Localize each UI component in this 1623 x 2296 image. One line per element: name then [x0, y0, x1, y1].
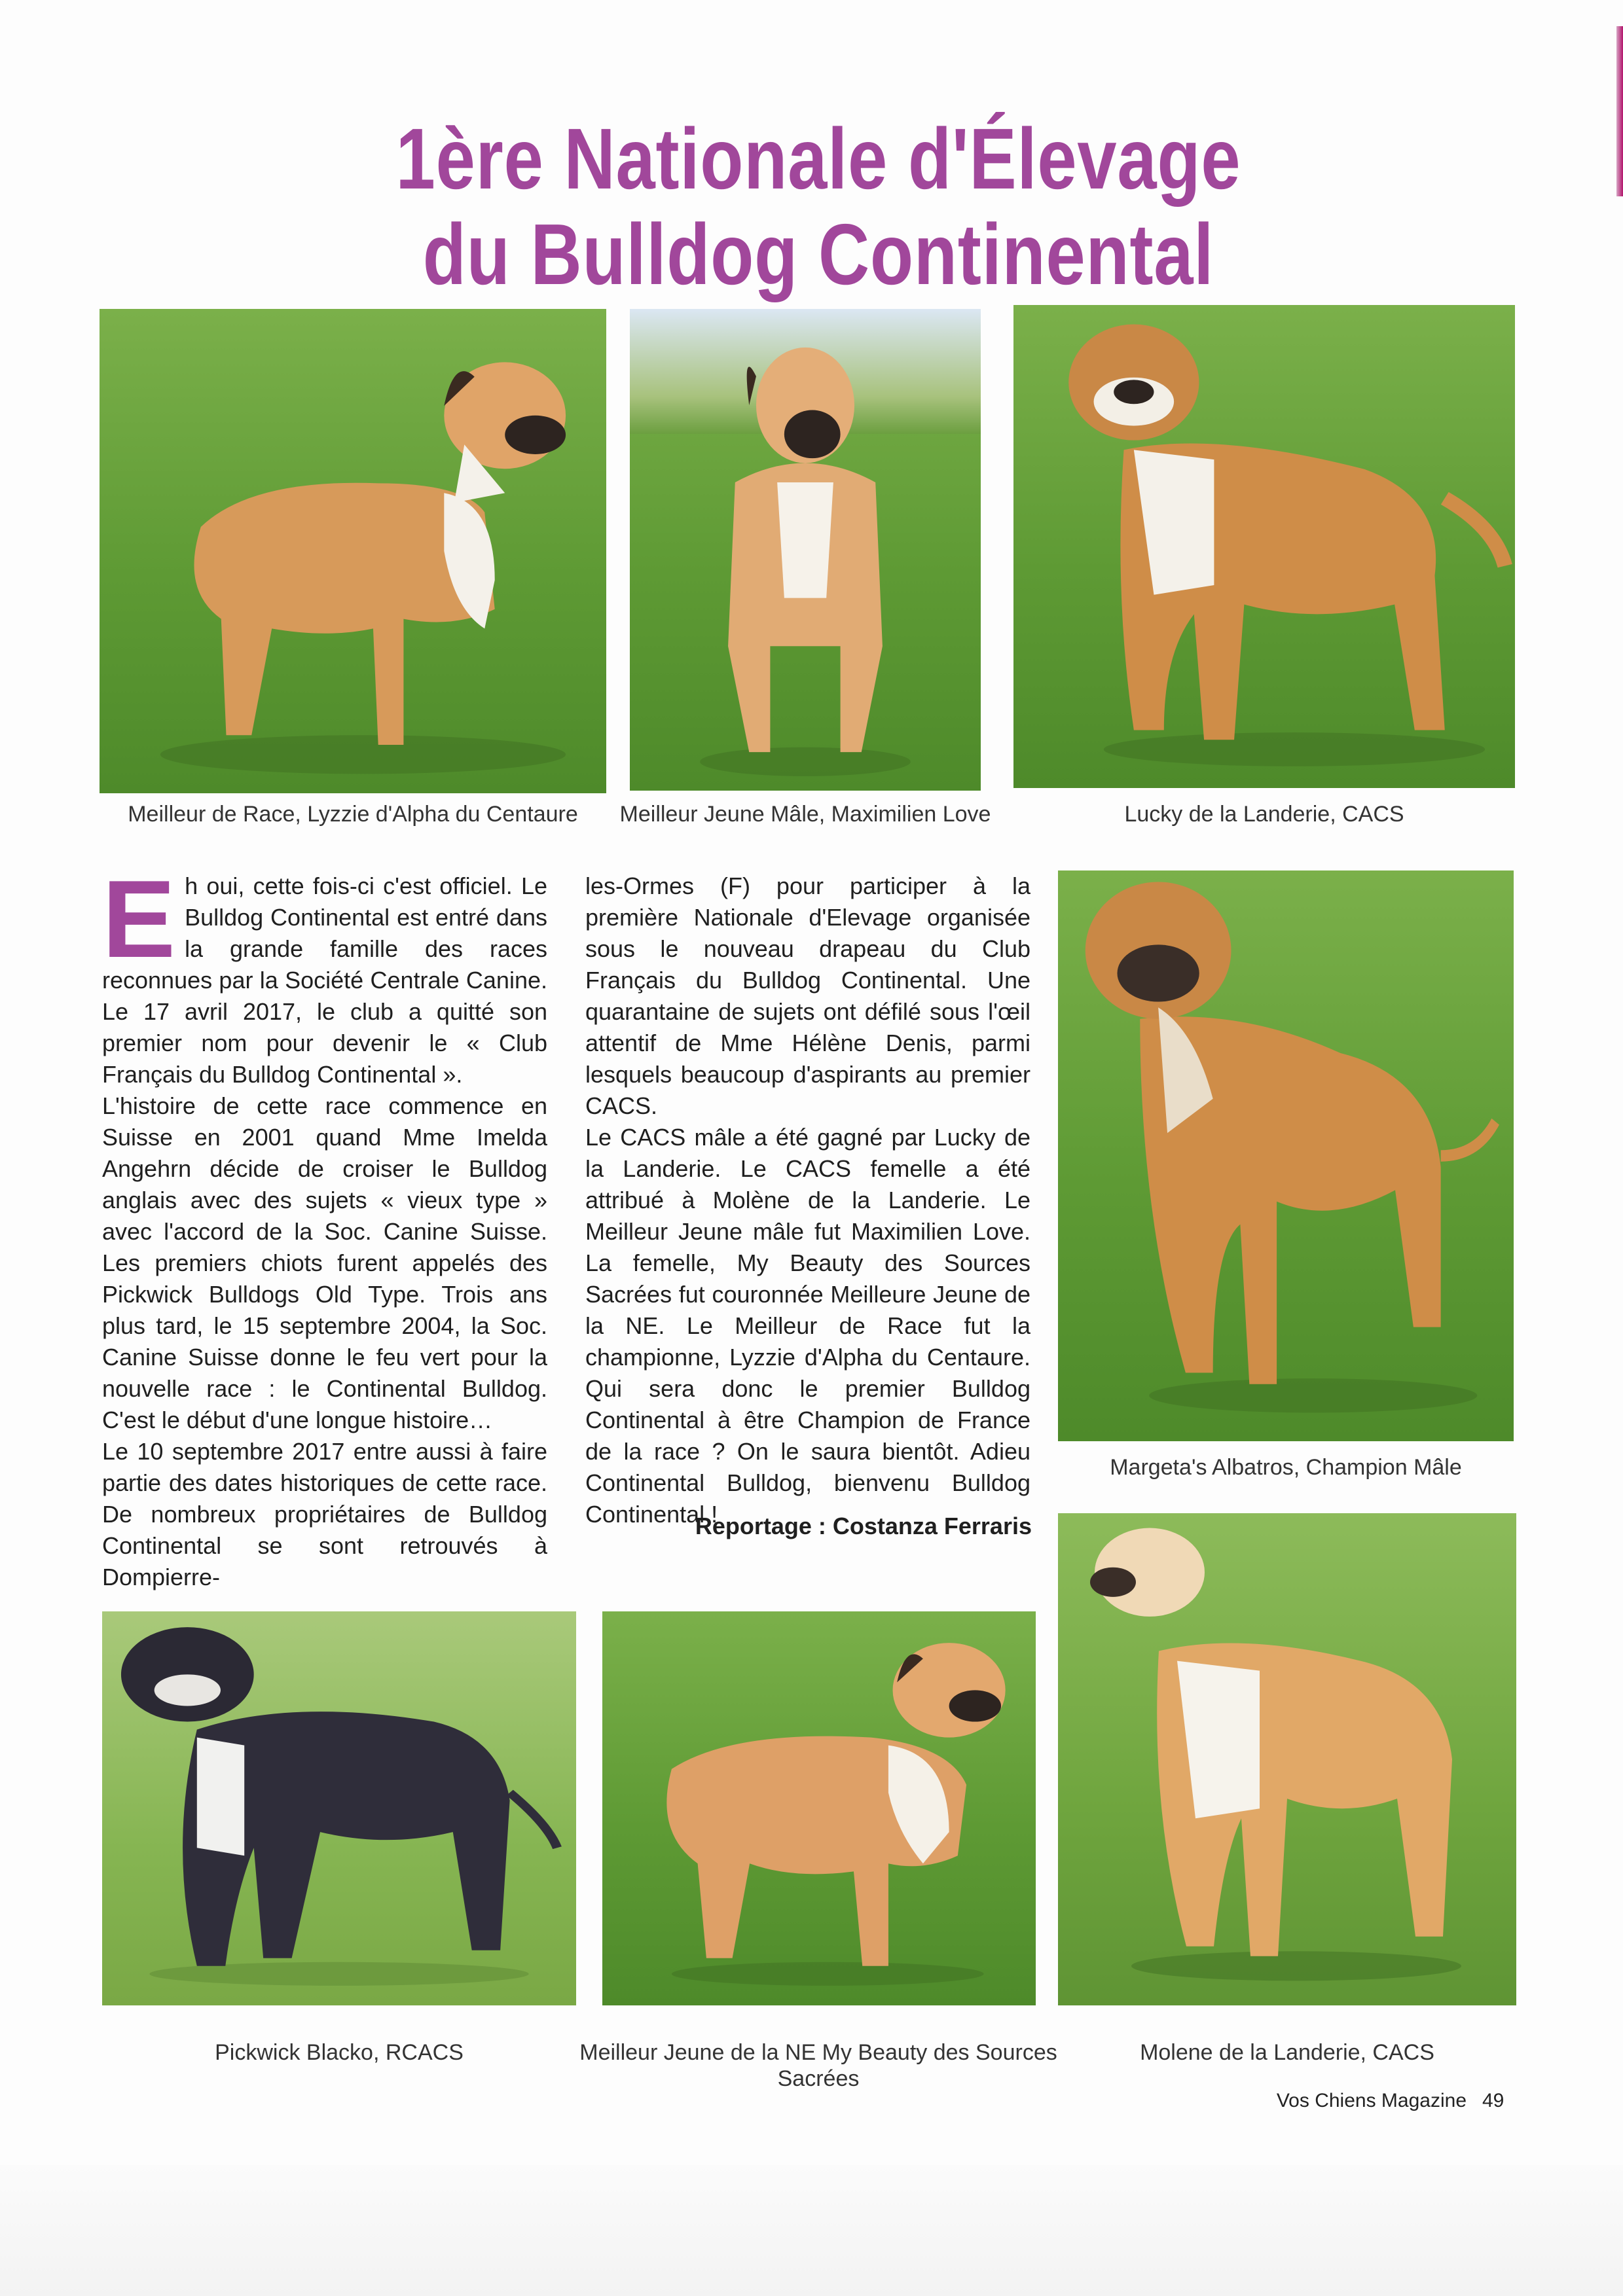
dog-illustration	[630, 309, 981, 791]
article-column-1	[102, 857, 547, 1593]
photo-maximilien	[630, 309, 981, 791]
article-paragraph	[102, 857, 547, 1090]
drop-cap: E	[102, 857, 176, 980]
photo-blacko	[102, 1611, 576, 2005]
title-line-1: 1ère Nationale d'Élevage	[395, 111, 1241, 207]
caption-maximilien: Meilleur Jeune Mâle, Maximilien Love	[619, 802, 991, 827]
caption-my-beauty: Meilleur Jeune de la NE My Beauty des Sources Sacrées	[579, 2040, 1057, 2091]
dog-illustration	[100, 309, 606, 793]
article-paragraph: L'histoire de cette race commence en Suisse en 2001 quand Mme Imelda Angehrn décide de croiser le Bulldog anglais avec des sujets « vieux type » avec l'accord de la Soc. Canine Suisse. Les premiers chiots furent appelés des Pickwick Bulldogs Old Type. Trois ans plus tard, le 15 septembre 2004, la Soc. Canine Suisse donne le feu vert pour la nouvelle race : le Continental Bulldog. C'est le début d'une longue histoire…	[102, 1092, 547, 1433]
article-text: h oui, cette fois-ci c'est officiel. Le Bulldog Continental est entré dans la grande famille des races reconnues par la Société Centrale Canine. Le 17 avril 2017, le club a quitté son premier nom pour devenir le « Club Français du Bulldog Continental ».	[102, 872, 547, 1088]
photo-margeta	[1058, 870, 1514, 1441]
caption-lyzzie: Meilleur de Race, Lyzzie d'Alpha du Centaure	[128, 802, 578, 827]
page-edge-mark	[1616, 26, 1623, 196]
caption-molene: Molene de la Landerie, CACS	[1140, 2040, 1434, 2065]
article-paragraph: Le CACS mâle a été gagné par Lucky de la Landerie. Le CACS femelle a été attribué à Molène de la Landerie. Le Meilleur Jeune mâle fut Maximilien Love. La femelle, My Beauty des Sources Sacrées fut couronnée Meilleure Jeune de la NE. Le Meilleur de Race fut la championne, Lyzzie d'Alpha du Centaure. Qui sera donc le premier Bulldog Continental à être Champion de France de la race ? On le saura bientôt. Adieu Continental Bulldog, bienvenu Bulldog Continental !	[585, 1124, 1030, 1528]
article-title	[352, 111, 1286, 302]
footer-magazine-name: Vos Chiens Magazine	[1276, 2090, 1467, 2111]
photo-my-beauty	[602, 1611, 1036, 2005]
scan-margin	[0, 2165, 1623, 2296]
title-line-2: du Bulldog Continental	[422, 206, 1214, 302]
photo-lucky	[1013, 305, 1515, 788]
photo-lyzzie	[100, 309, 606, 793]
dog-illustration	[602, 1611, 1036, 2005]
byline: Reportage : Costanza Ferraris	[695, 1513, 1032, 1539]
caption-blacko: Pickwick Blacko, RCACS	[215, 2040, 464, 2065]
dog-illustration	[102, 1611, 576, 2005]
article-paragraph: les-Ormes (F) pour participer à la première Nationale d'Elevage organisée sous le nouveau drapeau du Club Français du Bulldog Continental. Une quarantaine de sujets ont défilé sous l'œil attentif de Mme Hélène Denis, parmi lesquels beaucoup d'aspirants au premier CACS.	[585, 872, 1030, 1119]
caption-margeta: Margeta's Albatros, Champion Mâle	[1110, 1455, 1462, 1480]
footer-page-number: 49	[1482, 2090, 1504, 2111]
photo-molene	[1058, 1513, 1516, 2005]
caption-lucky: Lucky de la Landerie, CACS	[1124, 802, 1404, 827]
article-paragraph: Le 10 septembre 2017 entre aussi à faire partie des dates historiques de cette race. De nombreux propriétaires de Bulldog Continental se sont retrouvés à Dompierre-	[102, 1438, 547, 1590]
dog-illustration	[1013, 305, 1515, 788]
article-column-2	[585, 870, 1030, 1530]
dog-illustration	[1058, 870, 1514, 1441]
dog-illustration	[1058, 1513, 1516, 2005]
